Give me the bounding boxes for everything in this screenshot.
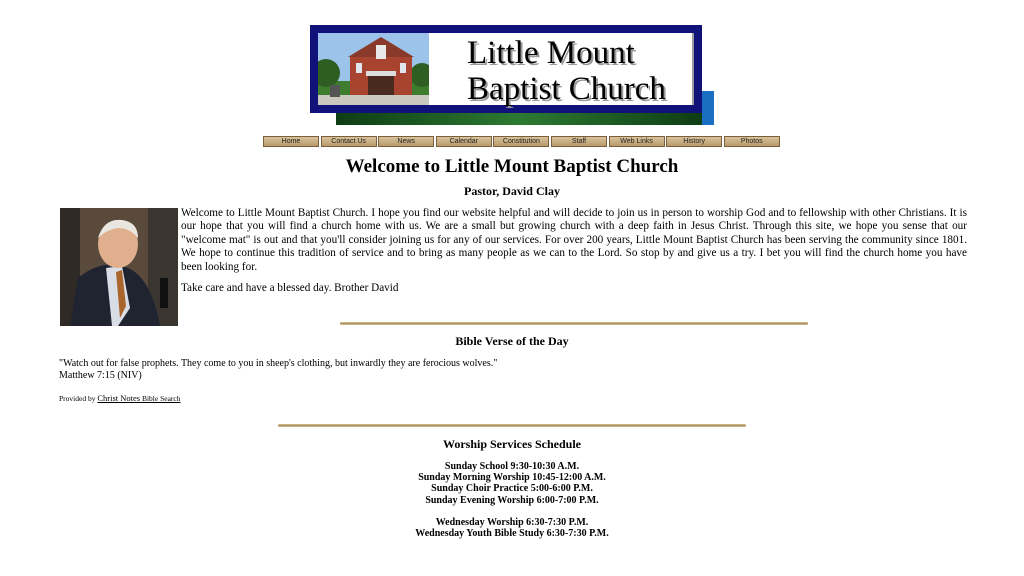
schedule-item: Sunday Morning Worship 10:45-12:00 A.M.	[418, 472, 606, 484]
church-building-illustration	[318, 33, 429, 105]
church-building-photo	[318, 33, 429, 105]
verse-credit	[59, 393, 181, 403]
worship-heading: Worship Services Schedule	[442, 437, 581, 451]
banner-title-line1: Little Mount	[467, 35, 635, 71]
credit-prefix: Provided by	[59, 394, 98, 403]
site-banner	[310, 25, 714, 125]
nav-home[interactable]: Home	[263, 136, 319, 147]
pastor-photo	[60, 208, 178, 326]
nav-constitution[interactable]: Constitution	[493, 136, 549, 147]
christ-notes-link[interactable]: Christ Notes	[97, 393, 141, 403]
verse-heading: Bible Verse of the Day	[455, 334, 569, 348]
schedule-item: Wednesday Youth Bible Study 6:30-7:30 P.M.	[415, 528, 609, 540]
schedule-spacer	[0, 506, 1024, 517]
nav-calendar[interactable]: Calendar	[436, 136, 492, 147]
verse-reference: Matthew 7:15 (NIV)	[59, 369, 142, 381]
schedule-item: Wednesday Worship 6:30-7:30 P.M.	[435, 517, 589, 528]
nav-contact-us[interactable]: Contact Us	[321, 136, 377, 147]
main-nav	[263, 136, 781, 147]
banner-frame	[310, 25, 702, 113]
banner-title-line2: Baptist Church	[467, 71, 666, 107]
bible-search-link[interactable]: Bible Search	[140, 394, 181, 403]
welcome-message: Welcome to Little Mount Baptist Church. I hope you find our website helpful and will decide to join us in person to worship God and to fellowship with other Christians. It is our hope that you will find a church home with us. We are a small but growing church with a deep faith in Jesus Christ. Through this site, we hope you sense that our "welcome mat" is out and that you'll consider joining us for any of our services. For over 200 years, Little Mount Baptist Church has been serving the community since 1801. We hope to continue this tradition of service and to bring as many people as we can to the Lord. So stop by and give us a try. I bet you will find the church home you have been looking for.	[181, 207, 967, 273]
worship-schedule	[0, 461, 1024, 539]
nav-web-links[interactable]: Web Links	[609, 136, 665, 147]
nav-news[interactable]: News	[378, 136, 434, 147]
page-title: Welcome to Little Mount Baptist Church	[345, 156, 679, 177]
section-divider	[340, 322, 808, 325]
pastor-portrait-illustration	[60, 208, 178, 326]
section-divider	[278, 424, 746, 427]
verse-block	[59, 358, 497, 381]
pastor-name: Pastor, David Clay	[464, 184, 560, 198]
schedule-item: Sunday School 9:30-10:30 A.M.	[444, 461, 580, 472]
welcome-signoff: Take care and have a blessed day. Brother David	[181, 282, 399, 294]
nav-staff[interactable]: Staff	[551, 136, 607, 147]
banner-title-box	[429, 33, 694, 105]
verse-text: "Watch out for false prophets. They come to you in sheep's clothing, but inwardly they are ferocious wolves."	[59, 358, 498, 369]
schedule-item: Sunday Choir Practice 5:00-6:00 P.M.	[431, 483, 593, 495]
schedule-item: Sunday Evening Worship 6:00-7:00 P.M.	[425, 494, 599, 506]
nav-photos[interactable]: Photos	[724, 136, 780, 147]
nav-history[interactable]: History	[666, 136, 722, 147]
